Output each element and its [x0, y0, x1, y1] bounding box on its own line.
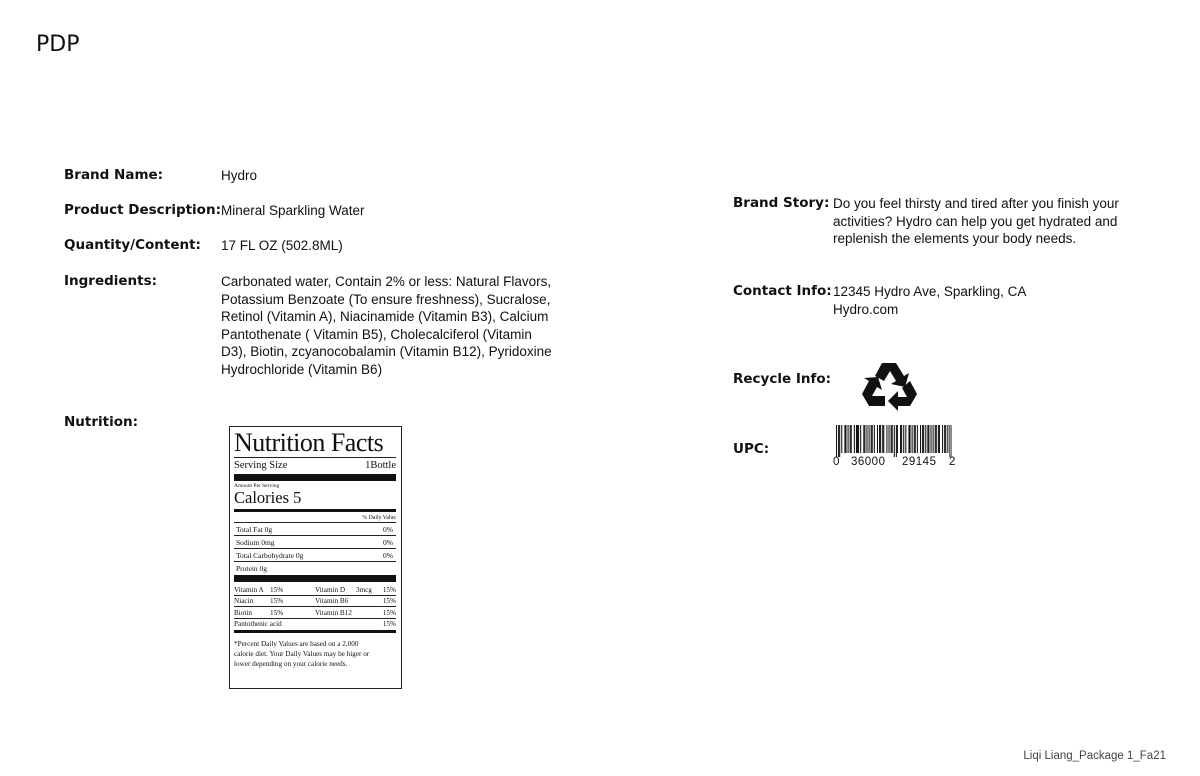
barcode-bar — [882, 425, 883, 453]
footnote — [234, 639, 396, 669]
product-description-label: Product Description: — [64, 202, 221, 218]
brand-name-value: Hydro — [221, 168, 258, 183]
ingredients-line: Potassium Benzoate (To ensure freshness), Sucralose, — [221, 291, 551, 307]
nutrient-dv: 0% — [383, 551, 393, 560]
barcode-bar — [947, 425, 948, 453]
product-description-value: Mineral Sparkling Water — [221, 203, 365, 218]
brand-story-label: Brand Story: — [733, 195, 830, 211]
barcode-bar — [915, 425, 916, 453]
nutrient-row — [234, 535, 396, 548]
ingredients-line: Carbonated water, Contain 2% or less: Natural Flavors, — [221, 274, 552, 289]
barcode-bar — [848, 425, 849, 453]
quantity-label: Quantity/Content: — [64, 237, 201, 253]
barcode-bar — [922, 425, 923, 453]
thick-divider — [234, 575, 396, 582]
barcode-bar — [869, 425, 870, 453]
nutrient-name: Total Carbohydrate 0g — [236, 551, 304, 560]
barcode-bar — [864, 425, 865, 453]
ingredients-label: Ingredients: — [64, 273, 158, 289]
barcode-bar — [892, 425, 893, 453]
upc-digit-group: 29145 — [902, 456, 937, 468]
barcode-bar — [880, 425, 881, 453]
barcode-bar — [912, 425, 913, 453]
barcode-bar — [900, 425, 901, 453]
barcode-bar — [933, 425, 934, 453]
ingredients-line: Pantothenate ( Vitamin B5), Cholecalciferol (Vitamin — [221, 326, 532, 342]
medium-divider — [234, 630, 396, 633]
barcode-bar — [896, 425, 897, 457]
barcode-bar — [871, 425, 872, 453]
contact-website: Hydro.com — [833, 301, 899, 317]
barcode-bar — [901, 425, 902, 453]
barcode-bar — [942, 425, 943, 453]
ingredients-line: Retinol (Vitamin A), Niacinamide (Vitamin B3), Calcium — [221, 309, 549, 325]
page-title: PDP — [36, 32, 80, 57]
barcode-bar — [939, 425, 940, 453]
barcode-bar — [858, 425, 859, 453]
nutrient-dv: 0% — [383, 525, 393, 534]
nutrient-name: Protein 0g — [236, 564, 268, 573]
serving-size-row — [234, 457, 396, 471]
vitamin-amount — [356, 609, 380, 617]
vitamin-dv: 15% — [382, 597, 396, 605]
nutrient-name: Sodium 0mg — [236, 538, 275, 547]
barcode-bar — [917, 425, 918, 453]
barcode-bar — [857, 425, 858, 453]
nutrition-facts-title: Nutrition Facts — [234, 428, 384, 457]
serving-size-label: Serving Size — [234, 460, 288, 471]
barcode-bar — [860, 425, 861, 453]
upc-digit-group: 36000 — [851, 456, 886, 468]
barcode-bar — [945, 425, 946, 453]
barcode-bar — [854, 425, 855, 453]
brand-story-line: replenish the elements your body needs. — [833, 231, 1077, 247]
footnote-line: lower depending on your calorie needs. — [234, 660, 348, 668]
brand-name-label: Brand Name: — [64, 167, 164, 183]
upc-digits — [833, 456, 959, 470]
barcode-bar — [925, 425, 926, 453]
contact-address: 12345 Hydro Ave, Sparkling, CA — [833, 284, 1027, 299]
barcode-bar — [952, 425, 953, 457]
contact-info-label: Contact Info: — [733, 283, 832, 299]
ingredients-line: D3), Biotin, zcyanocobalamin (Vitamin B12), Pyridoxine — [221, 344, 552, 360]
nutrient-row — [234, 548, 396, 561]
barcode-bar — [838, 425, 839, 457]
daily-value-header: % Daily Value — [362, 515, 396, 521]
barcode-bar — [889, 425, 890, 453]
vitamin-dv: 15% — [270, 597, 284, 605]
barcode-bar — [920, 425, 921, 453]
footer-credit: Liqi Liang_Package 1_Fa21 — [1023, 750, 1166, 762]
upc-label: UPC: — [733, 441, 770, 457]
vitamin-amount: 3mcg — [356, 585, 372, 594]
upc-digit-last: 2 — [949, 456, 956, 468]
barcode-bar — [928, 425, 929, 453]
barcode-bar — [905, 425, 906, 453]
barcode-bar — [903, 425, 904, 453]
brand-story-line: Do you feel thirsty and tired after you finish your — [833, 196, 1119, 211]
brand-story-text — [833, 195, 1153, 248]
vitamin-dv: 15% — [382, 585, 396, 594]
pantothenic-row — [234, 618, 396, 630]
barcode-bar — [863, 425, 864, 453]
nutrition-label: Nutrition: — [64, 414, 139, 430]
vitamin-dv: 15% — [270, 585, 284, 594]
barcode-bar — [866, 425, 867, 453]
barcode-bar — [944, 425, 945, 453]
nutrient-row — [234, 522, 396, 535]
barcode-bar — [923, 425, 924, 453]
vitamin-row — [234, 595, 396, 607]
upc-digit-first: 0 — [833, 456, 840, 468]
barcode-bar — [931, 425, 932, 453]
barcode-bar — [883, 425, 884, 453]
amount-per-serving: Amount Per Serving — [234, 483, 280, 489]
barcode-bar — [841, 425, 842, 453]
barcode-bar — [897, 425, 898, 453]
barcode-bar — [936, 425, 937, 453]
vitamin-name: Niacin — [234, 597, 254, 605]
barcode-bar — [850, 425, 851, 453]
vitamin-row — [234, 584, 396, 595]
upc-barcode — [836, 425, 952, 457]
recycle-info-label: Recycle Info: — [733, 371, 832, 387]
vitamin-amount — [356, 597, 380, 605]
barcode-bar — [844, 425, 845, 453]
nutrient-name: Total Fat 0g — [236, 525, 273, 534]
nutrient-dv: 0% — [383, 538, 393, 547]
barcode-bar — [908, 425, 909, 453]
contact-info-text — [833, 283, 1133, 318]
barcode-bar — [856, 425, 857, 453]
brand-story-line: activities? Hydro can help you get hydrated and — [833, 213, 1118, 229]
barcode-bar — [874, 425, 875, 453]
footnote-line: *Percent Daily Values are based on a 2,000 — [234, 640, 359, 648]
vitamin-name: Biotin — [234, 608, 252, 617]
vitamin-dv: 15% — [382, 608, 396, 617]
barcode-bar — [877, 425, 878, 453]
footnote-line: calorie diet. Your Daily Values may be higer or — [234, 650, 370, 658]
barcode-bar — [891, 425, 892, 453]
barcode-bar — [836, 425, 837, 457]
vitamin-name: Vitamin A — [234, 585, 264, 594]
nutrient-row — [234, 561, 396, 574]
barcode-bar — [845, 425, 846, 453]
serving-size-value: 1Bottle — [365, 460, 396, 471]
barcode-bar — [872, 425, 873, 453]
vitamin-row — [234, 606, 396, 618]
vitamin-dv: 15% — [382, 620, 396, 628]
barcode-bar — [938, 425, 939, 453]
thick-divider — [234, 474, 396, 481]
barcode-bar — [886, 425, 887, 453]
barcode-bar — [914, 425, 915, 453]
recycle-icon — [860, 359, 918, 413]
vitamin-dv: 15% — [270, 608, 284, 617]
vitamin-name: Vitamin B12 — [315, 608, 352, 617]
barcode-bar — [927, 425, 928, 453]
barcode-bar — [935, 425, 936, 453]
barcode-bar — [839, 425, 840, 457]
vitamin-name: Vitamin D — [315, 585, 346, 594]
calories: Calories 5 — [234, 488, 302, 507]
vitamin-name: Pantothenic acid — [234, 620, 282, 628]
vitamin-name: Vitamin B6 — [315, 597, 349, 605]
barcode-bar — [894, 425, 895, 457]
ingredients-text — [221, 273, 581, 379]
nutrition-facts-panel — [229, 426, 402, 689]
barcode-bar — [879, 425, 880, 453]
barcode-bar — [851, 425, 852, 453]
ingredients-line: Hydrochloride (Vitamin B6) — [221, 361, 383, 377]
quantity-value: 17 FL OZ (502.8ML) — [221, 238, 343, 253]
barcode-bar — [910, 425, 911, 453]
barcode-bar — [949, 425, 950, 457]
medium-divider — [234, 509, 396, 512]
